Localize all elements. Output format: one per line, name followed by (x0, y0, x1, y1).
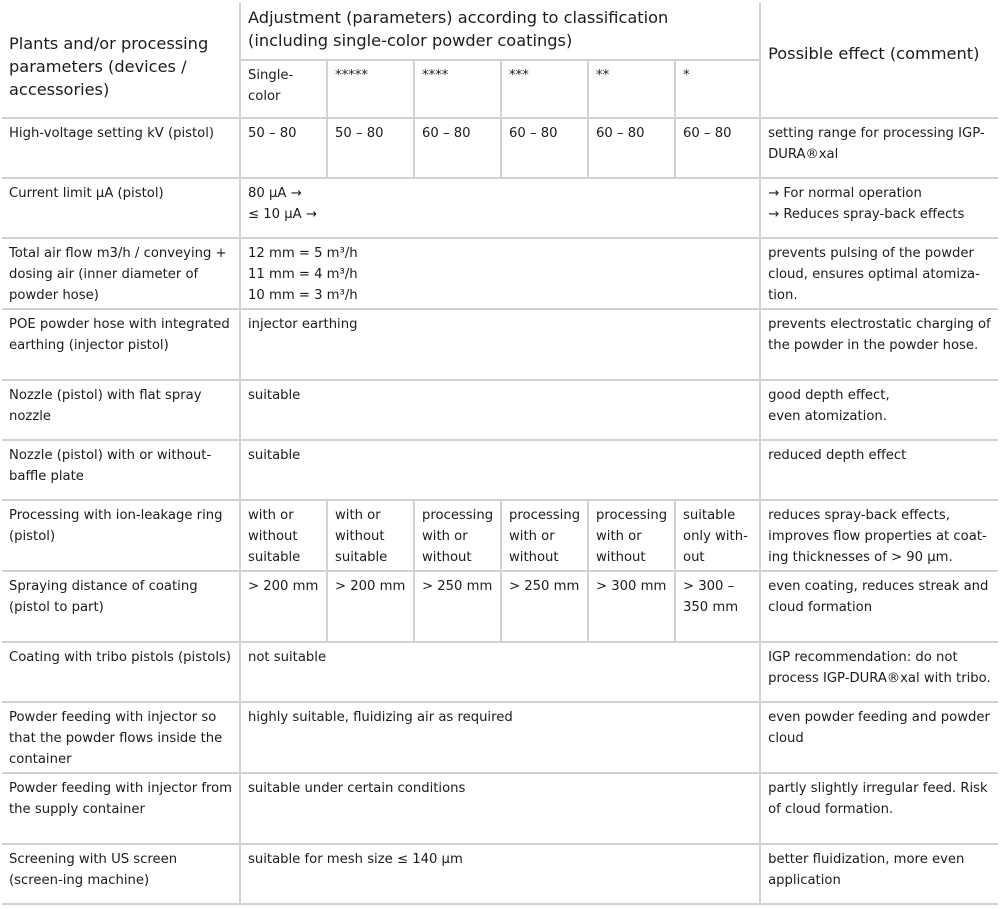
table-row (2, 178, 998, 238)
header-adjustment: Adjustment (parameters) according to classification (including single-color powder coatings) (240, 2, 760, 60)
row-value: > 250 mm (414, 571, 501, 642)
row-effect: better fluidization, more even application (760, 844, 998, 904)
row-parameter: Total air flow m3/h / conveying + dosing air (inner diameter of powder hose) (2, 238, 240, 309)
subheader-two-star: ** (588, 60, 675, 118)
row-value: 12 mm = 5 m³/h 11 mm = 4 m³/h 10 mm = 3 m³/h (240, 238, 760, 309)
header-row (2, 2, 998, 60)
subheader-single-color: Single- color (240, 60, 327, 118)
row-value: 50 – 80 (327, 118, 414, 178)
row-value: 80 μA → ≤ 10 μA → (240, 178, 760, 238)
row-value: processing with or without (501, 500, 588, 571)
powder-coating-parameter-table (2, 2, 998, 905)
row-value: > 200 mm (240, 571, 327, 642)
table-row (2, 380, 998, 440)
row-effect: IGP recommendation: do not process IGP-DURA®xal with tribo. (760, 642, 998, 702)
row-value: suitable (240, 380, 760, 440)
table-row (2, 238, 998, 309)
row-value: suitable only with-out (675, 500, 760, 571)
row-value: > 200 mm (327, 571, 414, 642)
header-plants-parameters: Plants and/or processing parameters (devices / accessories) (2, 2, 240, 118)
subheader-four-star: **** (414, 60, 501, 118)
row-parameter: Processing with ion-leakage ring (pistol) (2, 500, 240, 571)
row-value: processing with or without (588, 500, 675, 571)
row-value: suitable under certain conditions (240, 773, 760, 844)
table-row (2, 844, 998, 904)
row-effect: even powder feeding and powder cloud (760, 702, 998, 773)
table-row (2, 702, 998, 773)
row-parameter: Powder feeding with injector from the supply container (2, 773, 240, 844)
row-value: 60 – 80 (414, 118, 501, 178)
table-row (2, 642, 998, 702)
row-parameter: Spraying distance of coating (pistol to part) (2, 571, 240, 642)
row-parameter: Screening with US screen (screen-ing machine) (2, 844, 240, 904)
row-value: > 250 mm (501, 571, 588, 642)
row-parameter: Powder feeding with injector so that the powder flows inside the container (2, 702, 240, 773)
table-row (2, 571, 998, 642)
table-row (2, 309, 998, 380)
row-parameter: Coating with tribo pistols (pistols) (2, 642, 240, 702)
row-parameter: Nozzle (pistol) with or without-baffle plate (2, 440, 240, 500)
table-row (2, 773, 998, 844)
row-value: processing with or without (414, 500, 501, 571)
row-value: injector earthing (240, 309, 760, 380)
row-value: with or without suitable (327, 500, 414, 571)
row-value: not suitable (240, 642, 760, 702)
table-row (2, 500, 998, 571)
row-effect: good depth effect, even atomization. (760, 380, 998, 440)
row-effect: prevents pulsing of the powder cloud, ensures optimal atomiza-tion. (760, 238, 998, 309)
row-effect: reduces spray-back effects, improves flow properties at coat-ing thicknesses of > 90 μm. (760, 500, 998, 571)
table-row (2, 440, 998, 500)
row-parameter: High-voltage setting kV (pistol) (2, 118, 240, 178)
row-value: 60 – 80 (675, 118, 760, 178)
row-value: > 300 mm (588, 571, 675, 642)
row-parameter: POE powder hose with integrated earthing (injector pistol) (2, 309, 240, 380)
row-parameter: Nozzle (pistol) with flat spray nozzle (2, 380, 240, 440)
row-effect: even coating, reduces streak and cloud formation (760, 571, 998, 642)
row-value: suitable (240, 440, 760, 500)
subheader-one-star: * (675, 60, 760, 118)
row-effect: → For normal operation → Reduces spray-back effects (760, 178, 998, 238)
row-effect: setting range for processing IGP-DURA®xal (760, 118, 998, 178)
row-value: > 300 – 350 mm (675, 571, 760, 642)
row-value: 60 – 80 (588, 118, 675, 178)
row-value: with or without suitable (240, 500, 327, 571)
table-row (2, 118, 998, 178)
row-effect: reduced depth effect (760, 440, 998, 500)
row-parameter: Current limit μA (pistol) (2, 178, 240, 238)
subheader-five-star: ***** (327, 60, 414, 118)
row-effect: prevents electrostatic charging of the powder in the powder hose. (760, 309, 998, 380)
row-value: 60 – 80 (501, 118, 588, 178)
subheader-three-star: *** (501, 60, 588, 118)
row-value: 50 – 80 (240, 118, 327, 178)
row-value: suitable for mesh size ≤ 140 μm (240, 844, 760, 904)
header-possible-effect: Possible effect (comment) (760, 2, 998, 118)
row-effect: partly slightly irregular feed. Risk of cloud formation. (760, 773, 998, 844)
row-value: highly suitable, fluidizing air as required (240, 702, 760, 773)
